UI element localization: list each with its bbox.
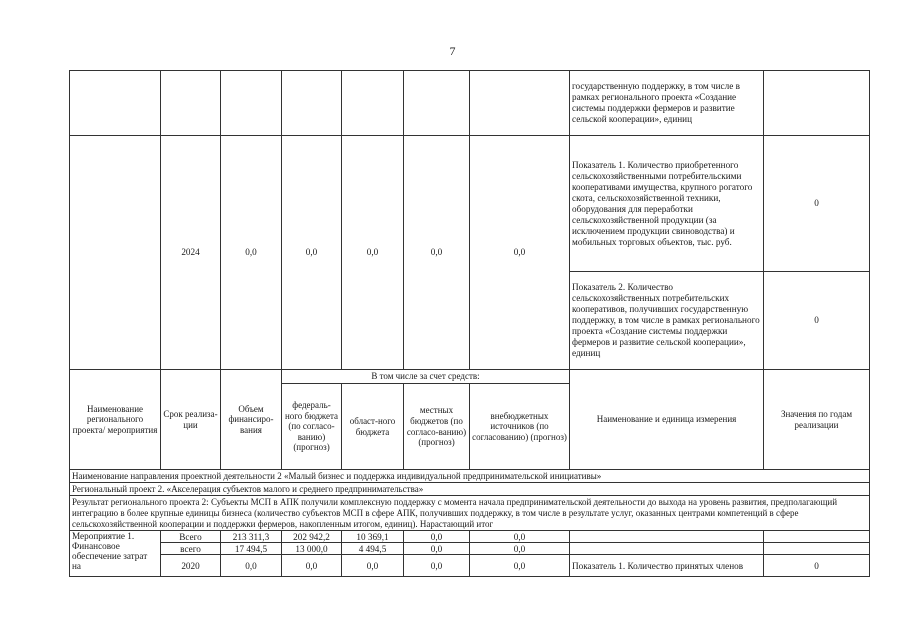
header-regional: област-ного бюджета [342,384,404,470]
table-row [70,555,870,577]
value-cell: 0,0 [470,136,570,370]
project-title: Региональный проект 2. «Акселерация субъектов малого и среднего предпринимательства» [70,483,870,496]
indicator-value: 0 [764,555,870,577]
year-cell: 2024 [161,136,221,370]
section-row [70,483,870,496]
term-cell: Всего [161,531,221,543]
measure-label [70,531,161,577]
header-extra: внебюджетных источников (по согласованию) (прогноз) [470,384,570,470]
value-cell: 213 311,3 [221,531,282,543]
indicator-text: государственную поддержку, в том числе в рамках регионального проекта «Создание системы поддержки фермеров и развитие сельской кооперации», единиц [570,71,764,136]
header-group: В том числе за счет средств: [282,370,570,384]
table-row [70,71,870,136]
header-federal: федераль-ного бюджета (по согласо-ванию) (прогноз) [282,384,342,470]
program-table [69,70,870,577]
section-row [70,496,870,531]
value-cell: 4 494,5 [342,543,404,555]
table-row [70,531,870,543]
indicator-text: Показатель 1. Количество приобретенного сельскохозяйственными потребительскими кооперативами имущества, крупного рогатого скота, сельскохозяйственной техники, оборудования для переработки сельскохозяйственной продукции (за исключением продукции свиноводства) и мобильных торговых объектов, тыс. руб. [570,136,764,272]
table-row [70,136,870,272]
result-title: Результат регионального проекта 2: Субъекты МСП в АПК получили комплексную поддержку с момента начала предпринимательской деятельности до выхода на уровень развития, предполагающий интеграцию в более крупные единицы бизнеса (количество субъектов МСП в сфере АПК, получивших поддержку, в том числе в результате услуг, оказанных центрами компетенций в сфере сельскохозяйственной кооперации и поддержки фермеров, накопленным итогом, единиц). Нарастающий итог [70,496,870,531]
value-cell: 13 000,0 [282,543,342,555]
header-row [70,370,870,384]
indicator-value: 0 [764,136,870,272]
indicator-value: 0 [764,272,870,370]
value-cell: 0,0 [470,555,570,577]
term-cell: 2020 [161,555,221,577]
value-cell: 0,0 [470,543,570,555]
header-values: Значения по годам реализации [764,370,870,470]
header-term: Срок реализа-ции [161,370,221,470]
value-cell: 17 494,5 [221,543,282,555]
header-name: Наименование регионального проекта/ мероприятия [70,370,161,470]
header-indicator: Наименование и единица измерения [570,370,764,470]
indicator-text: Показатель 2. Количество сельскохозяйственных потребительских кооперативов, получивших государственную поддержку, в том числе в рамках регионального проекта «Создание системы поддержки фермеров и развитие сельской кооперации», единиц [570,272,764,370]
direction-title: Наименование направления проектной деятельности 2 «Малый бизнес и поддержка индивидуальной предпринимательской инициативы» [70,470,870,483]
value-cell: 0,0 [404,555,470,577]
header-local: местных бюджетов (по согласо-ванию) (прогноз) [404,384,470,470]
section-row [70,470,870,483]
value-cell: 0,0 [221,136,282,370]
value-cell: 202 942,2 [282,531,342,543]
value-cell: 0,0 [342,555,404,577]
header-volume: Объем финансиро-вания [221,370,282,470]
indicator-text: Показатель 1. Количество принятых членов [570,555,764,577]
measure-label-line2: Финансовое обеспечение затрат на [72,541,148,571]
measure-label-line1: Мероприятие 1. [72,531,135,541]
value-cell: 10 369,1 [342,531,404,543]
value-cell: 0,0 [404,543,470,555]
page-number: 7 [449,44,456,58]
table-row [70,543,870,555]
value-cell: 0,0 [404,136,470,370]
value-cell: 0,0 [282,136,342,370]
value-cell: 0,0 [404,531,470,543]
value-cell: 0,0 [342,136,404,370]
value-cell: 0,0 [221,555,282,577]
value-cell: 0,0 [470,531,570,543]
value-cell: 0,0 [282,555,342,577]
term-cell: всего [161,543,221,555]
